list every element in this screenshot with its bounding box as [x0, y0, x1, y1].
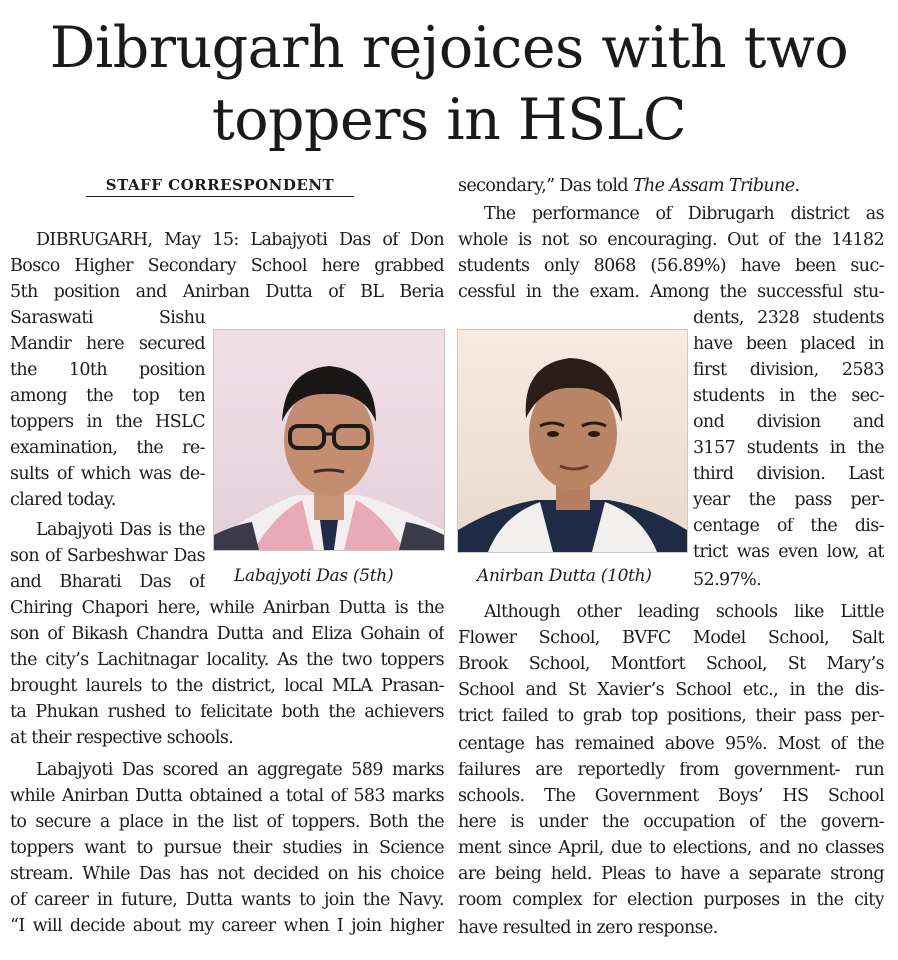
body-line: and Bharati Das of — [10, 574, 205, 592]
body-line: students only 8068 (56.89%) have been suc- — [458, 258, 884, 276]
body-line: to secure a place in the list of toppers. Both the — [10, 814, 444, 832]
portrait-illustration — [214, 330, 444, 550]
photo-caption: Anirban Dutta (10th) — [477, 566, 652, 586]
body-line: at their respective schools. — [10, 728, 234, 748]
body-line: first division, 2583 — [693, 362, 884, 380]
body-line: failures are reportedly from government- run — [458, 762, 884, 780]
body-line: trict was even low, at — [693, 544, 884, 562]
body-line: Labajyoti Das is the — [36, 522, 205, 540]
body-line: here is under the occupation of the govern- — [458, 814, 884, 832]
body-line: ta Phukan rushed to felicitate both the achievers — [10, 704, 444, 722]
body-line: Bosco Higher Secondary School here grabbed — [10, 258, 444, 276]
body-line: have resulted in zero response. — [458, 918, 718, 938]
body-line: schools. The Government Boys’ HS School — [458, 788, 884, 806]
photo-anirban-dutta — [457, 329, 688, 553]
body-line: trict failed to grab top positions, their pass per- — [458, 708, 884, 726]
photo-labajyoti-das — [213, 329, 445, 551]
body-line: students in the sec- — [693, 388, 884, 406]
body-line: the city’s Lachitnagar locality. As the two toppers — [10, 652, 444, 670]
body-line: 52.97%. — [693, 570, 762, 590]
body-line: Saraswati Sishu — [10, 310, 205, 328]
body-line: The performance of Dibrugarh district as — [484, 206, 884, 224]
body-line: of career in future, Dutta wants to join the Navy. — [10, 892, 444, 910]
body-line: among the top ten — [10, 388, 205, 406]
body-text: . — [794, 176, 800, 196]
body-line: “I will decide about my career when I join higher — [10, 918, 444, 936]
body-line: sults of which was de- — [10, 466, 205, 484]
body-line: Brook School, Montfort School, St Mary’s — [458, 656, 884, 674]
body-line: Flower School, BVFC Model School, Salt — [458, 630, 884, 648]
body-line: ond division and — [693, 414, 884, 432]
body-line: clared today. — [10, 490, 116, 510]
body-line: Mandir here secured — [10, 336, 205, 354]
body-line: son of Sarbeshwar Das — [10, 548, 205, 566]
body-line: 5th position and Anirban Dutta of BL Beria — [10, 284, 444, 302]
body-line: toppers want to pursue their studies in Science — [10, 840, 444, 858]
body-line: the 10th position — [10, 362, 205, 380]
body-line: ment since April, due to elections, and no classes — [458, 840, 884, 858]
body-line: dents, 2328 students — [693, 310, 884, 328]
photo-caption: Labajyoti Das (5th) — [234, 566, 394, 586]
body-line: Labajyoti Das scored an aggregate 589 marks — [36, 762, 444, 780]
body-line: whole is not so encouraging. Out of the 14182 — [458, 232, 884, 250]
body-line: DIBRUGARH, May 15: Labajyoti Das of Don — [36, 232, 444, 250]
body-line: third division. Last — [693, 466, 884, 484]
body-line: have been placed in — [693, 336, 884, 354]
byline-underline — [86, 196, 354, 197]
body-line: room complex for election purposes in the city — [458, 892, 884, 910]
body-line: Chiring Chapori here, while Anirban Dutta is the — [10, 600, 444, 618]
body-line: year the pass per- — [693, 492, 884, 510]
body-line: centage has remained above 95%. Most of the — [458, 736, 884, 754]
body-line: son of Bikash Chandra Dutta and Eliza Gohain of — [10, 626, 444, 644]
body-line: cessful in the exam. Among the successful stu- — [458, 284, 884, 302]
body-line: centage of the dis- — [693, 518, 884, 536]
body-line: brought laurels to the district, local MLA Prasan- — [10, 678, 444, 696]
body-line: School and St Xavier’s School etc., in the dis- — [458, 682, 884, 700]
body-line: Although other leading schools like Little — [484, 604, 884, 622]
portrait-illustration — [458, 330, 687, 552]
body-line — [458, 178, 800, 196]
publication-name: The Assam Tribune — [632, 176, 795, 196]
body-line: are being held. Pleas to have a separate strong — [458, 866, 884, 884]
body-text: secondary,” Das told — [458, 176, 628, 196]
body-line: while Anirban Dutta obtained a total of 583 marks — [10, 788, 444, 806]
headline-line-1: Dibrugarh rejoices with two — [49, 15, 849, 81]
byline: STAFF CORRESPONDENT — [105, 176, 335, 194]
headline-line-2: toppers in HSLC — [211, 87, 687, 153]
body-line: 3157 students in the — [693, 440, 884, 458]
body-line: stream. While Das has not decided on his choice — [10, 866, 444, 884]
body-line: toppers in the HSLC — [10, 414, 205, 432]
body-line: examination, the re- — [10, 440, 205, 458]
